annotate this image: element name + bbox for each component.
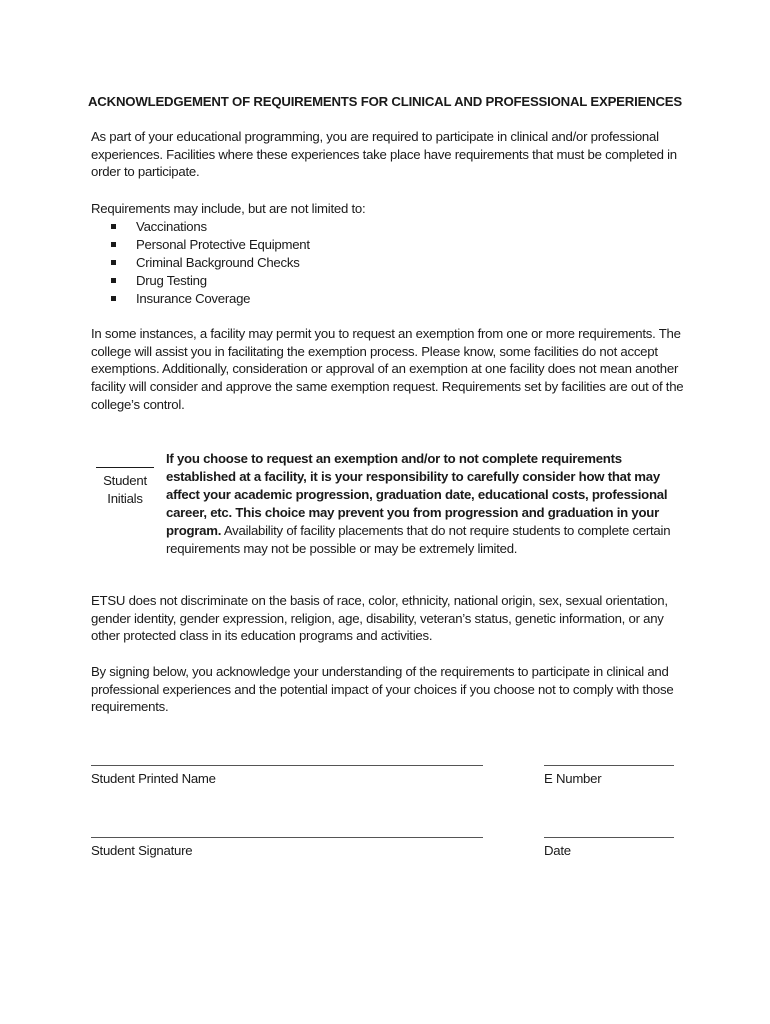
list-item: Insurance Coverage: [108, 290, 310, 308]
exemption-warning-plain: Availability of facility placements that do not require students to complete certain requirements may not be possible or may be extremely limited.: [166, 522, 671, 556]
requirements-lead: Requirements may include, but are not limited to:: [91, 201, 366, 216]
intro-paragraph: As part of your educational programming, you are required to participate in clinical and/or professional experiences. Facilities where these experiences take place have requirements that must be completed in order to participate.: [91, 129, 677, 180]
list-item: Criminal Background Checks: [108, 254, 310, 272]
exemption-warning: [166, 450, 686, 557]
student-printed-name-label: Student Printed Name: [91, 771, 216, 786]
date-field[interactable]: [544, 837, 674, 838]
requirements-list: [108, 218, 310, 308]
student-signature-field[interactable]: [91, 837, 483, 838]
student-initials-label: Student Initials: [103, 473, 147, 506]
signing-statement: By signing below, you acknowledge your understanding of the requirements to participate in clinical and professional experiences and the potential impact of your choices if you choose not to comply with those requirements.: [91, 664, 674, 715]
e-number-field[interactable]: [544, 765, 674, 766]
nondiscrimination-statement: ETSU does not discriminate on the basis of race, color, ethnicity, national origin, sex, sexual orientation, gender identity, gender expression, religion, age, disability, veteran’s status, genetic information, or any other protected class in its education programs and activities.: [91, 593, 668, 644]
e-number-label: E Number: [544, 771, 602, 786]
student-printed-name-field[interactable]: [91, 765, 483, 766]
student-signature-label: Student Signature: [91, 843, 193, 858]
list-item: Vaccinations: [108, 218, 310, 236]
student-initials-field[interactable]: [96, 467, 154, 468]
document-title: ACKNOWLEDGEMENT OF REQUIREMENTS FOR CLINICAL AND PROFESSIONAL EXPERIENCES: [87, 94, 682, 109]
date-label: Date: [544, 843, 571, 858]
list-item: Personal Protective Equipment: [108, 236, 310, 254]
exemption-warning-bold: If you choose to request an exemption and/or to not complete requirements established at a facility, it is your responsibility to carefully consider how that may affect your academic progression, graduation date, educational costs, professional career, etc. This choice may prevent you from progression and graduation in your program.: [166, 451, 668, 538]
exemption-paragraph: In some instances, a facility may permit you to request an exemption from one or more requirements. The college will assist you in facilitating the exemption process. Please know, some facilities do not accept exemptions. Additionally, consideration or approval of an exemption at one facility does not mean another facility will consider and approve the same exemption request. Requirements set by facilities are out of the college’s control.: [91, 326, 684, 412]
list-item: Drug Testing: [108, 272, 310, 290]
